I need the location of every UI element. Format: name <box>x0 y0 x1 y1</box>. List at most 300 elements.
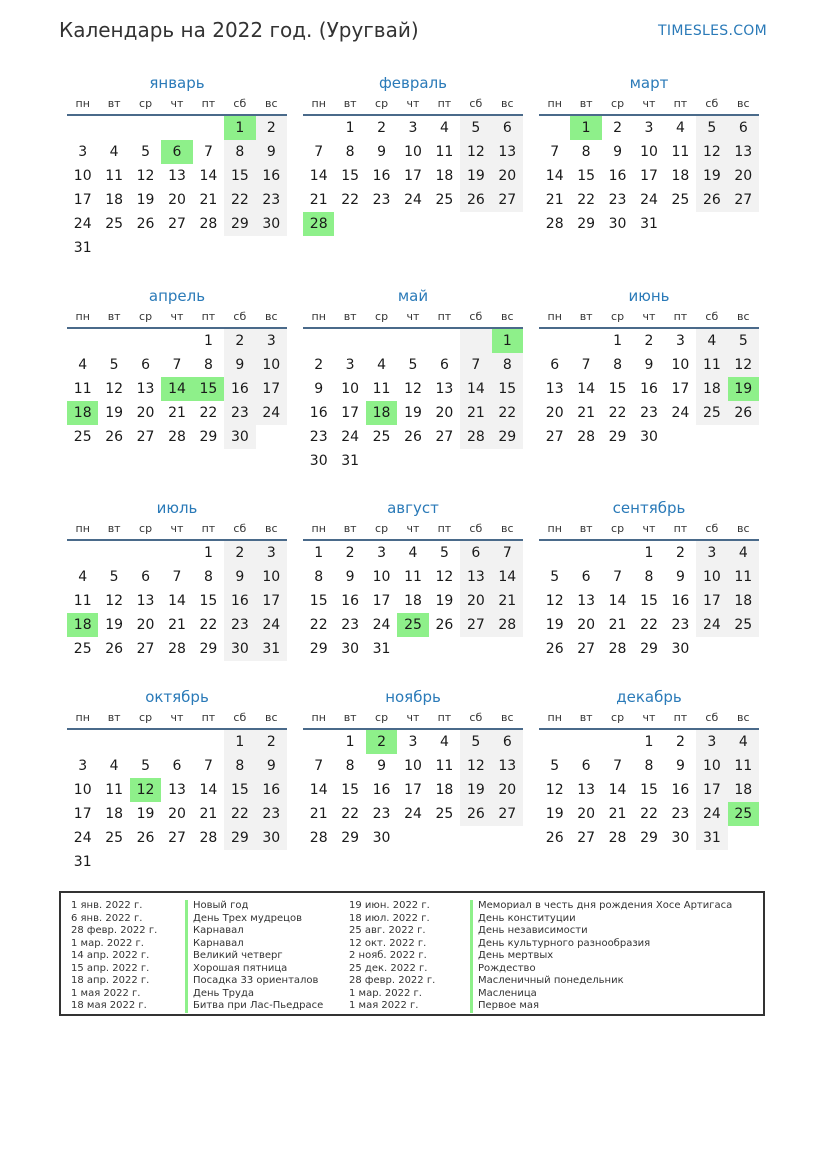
day-cell: 22 <box>199 617 218 633</box>
weekday-header <box>303 708 523 730</box>
month-name: декабрь <box>616 688 682 706</box>
month-block <box>303 285 523 473</box>
day-cell: 27 <box>435 429 454 445</box>
day-cell: 7 <box>314 144 324 160</box>
day-cell: 5 <box>439 545 449 561</box>
day-cell: 15 <box>224 778 255 802</box>
weekday-label: вс <box>500 522 514 535</box>
weekday-label: чт <box>642 711 656 724</box>
day-cell: 3 <box>256 329 287 353</box>
empty-cell <box>98 329 129 353</box>
day-cell: 19 <box>460 778 491 802</box>
day-cell: 18 <box>404 593 422 609</box>
legend-date: 1 мая 2022 г. <box>71 987 141 999</box>
weekday-label: вт <box>579 522 593 535</box>
legend-holiday-name: Новый год <box>185 900 323 913</box>
weekday-label: чт <box>642 522 656 535</box>
day-cell: 18 <box>696 377 727 401</box>
empty-cell <box>602 541 633 565</box>
day-cell: 19 <box>136 806 155 822</box>
day-grid <box>303 116 523 236</box>
day-cell: 3 <box>377 545 387 561</box>
day-cell: 22 <box>341 192 360 208</box>
month-block <box>303 686 523 850</box>
day-cell: 2 <box>613 120 623 136</box>
day-cell: 30 <box>640 429 658 445</box>
legend-holiday-name: День Трех мудрецов <box>185 913 323 926</box>
day-cell: 29 <box>608 429 627 445</box>
day-cell: 13 <box>577 593 596 609</box>
weekday-label: ср <box>139 97 153 110</box>
day-cell: 9 <box>345 569 355 585</box>
day-cell: 13 <box>492 140 523 164</box>
day-grid <box>303 541 523 661</box>
day-cell: 5 <box>550 758 560 774</box>
legend-dates-left <box>71 900 157 1013</box>
weekday-label: чт <box>406 711 420 724</box>
day-cell: 23 <box>372 806 391 822</box>
day-cell: 22 <box>341 806 360 822</box>
day-cell: 9 <box>644 357 654 373</box>
weekday-label: вс <box>736 310 750 323</box>
day-cell: 5 <box>550 569 560 585</box>
day-cell: 25 <box>105 216 124 232</box>
day-cell: 17 <box>404 782 422 798</box>
page-title: Календарь на 2022 год. (Уругвай) <box>59 18 419 42</box>
day-cell: 6 <box>141 357 151 373</box>
day-cell: 3 <box>78 144 88 160</box>
day-cell: 11 <box>435 758 454 774</box>
day-cell: 29 <box>224 826 255 850</box>
day-cell: 9 <box>256 140 287 164</box>
day-cell: 2 <box>314 357 324 373</box>
day-cell: 15 <box>341 782 360 798</box>
weekday-label: ср <box>375 522 389 535</box>
day-cell: 17 <box>256 589 287 613</box>
month-block <box>539 497 759 661</box>
weekday-label: ср <box>611 522 625 535</box>
legend-holiday-name: Великий четверг <box>185 950 323 963</box>
month-name: июнь <box>628 287 670 305</box>
weekday-label: чт <box>170 522 184 535</box>
day-cell: 21 <box>460 401 491 425</box>
legend-date: 1 мар. 2022 г. <box>71 937 144 949</box>
day-cell: 30 <box>671 830 690 846</box>
day-cell: 12 <box>105 593 124 609</box>
legend-holiday-name: Первое мая <box>470 1000 732 1013</box>
holiday-day: 1 <box>224 116 255 140</box>
day-cell: 1 <box>345 120 355 136</box>
day-cell: 21 <box>545 192 564 208</box>
day-cell: 20 <box>136 617 155 633</box>
day-cell: 31 <box>341 453 360 469</box>
day-cell: 13 <box>460 565 491 589</box>
day-cell: 4 <box>439 734 449 750</box>
day-cell: 6 <box>460 541 491 565</box>
day-cell: 2 <box>675 545 685 561</box>
day-cell: 1 <box>203 333 213 349</box>
legend-date: 28 февр. 2022 г. <box>349 975 436 986</box>
day-cell: 28 <box>199 216 218 232</box>
day-cell: 13 <box>136 381 155 397</box>
day-cell: 17 <box>404 168 422 184</box>
day-grid <box>539 730 759 850</box>
day-cell: 10 <box>404 758 422 774</box>
day-cell: 31 <box>256 637 287 661</box>
empty-cell <box>303 116 334 140</box>
day-cell: 5 <box>408 357 418 373</box>
weekday-label: вт <box>107 711 121 724</box>
day-cell: 16 <box>671 782 690 798</box>
day-cell: 7 <box>581 357 591 373</box>
day-cell: 17 <box>696 589 727 613</box>
day-cell: 18 <box>105 192 124 208</box>
day-cell: 12 <box>696 140 727 164</box>
day-cell: 3 <box>696 541 727 565</box>
weekday-label: вт <box>343 522 357 535</box>
day-cell: 12 <box>460 754 491 778</box>
day-cell: 2 <box>224 329 255 353</box>
day-cell: 25 <box>728 613 759 637</box>
weekday-header <box>303 519 523 541</box>
day-cell: 29 <box>199 429 218 445</box>
day-cell: 18 <box>728 589 759 613</box>
legend-holiday-name: Битва при Лас-Пьедрасе <box>185 1000 323 1013</box>
day-cell: 25 <box>73 429 92 445</box>
day-cell: 10 <box>696 565 727 589</box>
day-cell: 10 <box>256 565 287 589</box>
legend-date: 1 мая 2022 г. <box>349 1000 419 1011</box>
day-cell: 9 <box>256 754 287 778</box>
day-cell: 18 <box>728 778 759 802</box>
day-cell: 6 <box>581 569 591 585</box>
weekday-label: чт <box>642 97 656 110</box>
weekday-label: пт <box>437 310 452 323</box>
day-cell: 11 <box>696 353 727 377</box>
weekday-label: пт <box>201 711 216 724</box>
day-cell: 21 <box>608 806 627 822</box>
day-cell: 5 <box>141 758 151 774</box>
day-cell: 15 <box>577 168 596 184</box>
weekday-label: сб <box>705 522 719 535</box>
day-cell: 4 <box>728 541 759 565</box>
day-cell: 1 <box>613 333 623 349</box>
weekday-label: вт <box>343 711 357 724</box>
weekday-label: сб <box>705 310 719 323</box>
day-cell: 10 <box>640 144 658 160</box>
legend-holiday-name: День мертвых <box>470 950 732 963</box>
day-cell: 8 <box>224 140 255 164</box>
day-grid <box>303 730 523 850</box>
day-cell: 22 <box>492 401 523 425</box>
day-cell: 19 <box>136 192 155 208</box>
day-cell: 13 <box>492 754 523 778</box>
day-cell: 16 <box>640 381 658 397</box>
day-cell: 26 <box>545 641 564 657</box>
day-cell: 6 <box>492 730 523 754</box>
weekday-label: пн <box>75 310 90 323</box>
weekday-label: пт <box>673 310 688 323</box>
day-cell: 12 <box>460 140 491 164</box>
day-cell: 15 <box>224 164 255 188</box>
day-grid <box>539 329 759 449</box>
day-cell: 19 <box>696 164 727 188</box>
day-cell: 4 <box>377 357 387 373</box>
day-cell: 14 <box>199 782 218 798</box>
month-block <box>67 497 287 661</box>
day-cell: 8 <box>644 758 654 774</box>
weekday-label: пт <box>437 711 452 724</box>
day-cell: 24 <box>341 429 360 445</box>
legend-holiday-name: Масленица <box>470 988 732 1001</box>
month-name: февраль <box>378 74 448 92</box>
day-cell: 20 <box>460 589 491 613</box>
day-cell: 23 <box>372 192 391 208</box>
day-cell: 7 <box>314 758 324 774</box>
weekday-header <box>539 94 759 116</box>
day-cell: 30 <box>224 425 255 449</box>
weekday-label: чт <box>406 522 420 535</box>
month-name: ноябрь <box>385 688 441 706</box>
day-cell: 29 <box>640 641 658 657</box>
month-name: март <box>629 74 669 92</box>
day-cell: 10 <box>73 168 92 184</box>
weekday-header <box>303 307 523 329</box>
weekday-label: пн <box>547 97 562 110</box>
empty-cell <box>130 730 161 754</box>
day-cell: 1 <box>644 545 654 561</box>
day-cell: 5 <box>109 569 119 585</box>
day-cell: 9 <box>675 569 685 585</box>
day-cell: 22 <box>608 405 627 421</box>
day-cell: 6 <box>581 758 591 774</box>
day-cell: 18 <box>435 782 454 798</box>
day-cell: 27 <box>577 830 596 846</box>
weekday-label: пн <box>75 97 90 110</box>
weekday-header <box>67 307 287 329</box>
day-cell: 2 <box>345 545 355 561</box>
empty-cell <box>161 329 192 353</box>
empty-cell <box>303 329 334 353</box>
day-cell: 24 <box>256 613 287 637</box>
empty-cell <box>67 730 98 754</box>
weekday-label: чт <box>170 310 184 323</box>
day-cell: 7 <box>460 353 491 377</box>
weekday-label: пт <box>201 522 216 535</box>
weekday-label: пн <box>311 310 326 323</box>
day-cell: 11 <box>73 593 92 609</box>
empty-cell <box>303 730 334 754</box>
month-name: январь <box>149 74 205 92</box>
day-cell: 8 <box>203 569 213 585</box>
day-cell: 4 <box>78 357 88 373</box>
day-cell: 30 <box>224 637 255 661</box>
weekday-label: чт <box>170 97 184 110</box>
day-cell: 1 <box>224 730 255 754</box>
day-cell: 28 <box>168 429 186 445</box>
weekday-label: сб <box>233 97 247 110</box>
day-cell: 29 <box>640 830 658 846</box>
day-cell: 27 <box>168 216 186 232</box>
month-block <box>67 72 287 260</box>
day-cell: 17 <box>640 168 658 184</box>
day-cell: 20 <box>577 806 596 822</box>
day-cell: 4 <box>728 730 759 754</box>
day-cell: 20 <box>168 192 186 208</box>
month-block <box>539 686 759 850</box>
day-cell: 2 <box>256 730 287 754</box>
day-cell: 19 <box>105 405 124 421</box>
empty-cell <box>570 730 601 754</box>
day-cell: 23 <box>224 401 255 425</box>
day-cell: 18 <box>671 168 690 184</box>
day-cell: 7 <box>203 144 213 160</box>
legend-holiday-name: Посадка 33 ориенталов <box>185 975 323 988</box>
weekday-label: сб <box>705 97 719 110</box>
day-cell: 25 <box>696 401 727 425</box>
day-cell: 15 <box>492 377 523 401</box>
day-cell: 8 <box>203 357 213 373</box>
day-cell: 20 <box>136 405 155 421</box>
day-cell: 3 <box>644 120 654 136</box>
empty-cell <box>130 329 161 353</box>
day-cell: 3 <box>408 120 418 136</box>
month-name: октябрь <box>145 688 209 706</box>
empty-cell <box>334 329 365 353</box>
day-grid <box>539 116 759 236</box>
day-cell: 14 <box>545 168 564 184</box>
day-cell: 6 <box>550 357 560 373</box>
day-cell: 20 <box>728 164 759 188</box>
weekday-label: пт <box>437 522 452 535</box>
weekday-label: вс <box>736 97 750 110</box>
day-cell: 16 <box>224 377 255 401</box>
day-cell: 21 <box>492 589 523 613</box>
holiday-day: 25 <box>397 613 428 637</box>
weekday-header <box>539 307 759 329</box>
weekday-label: вс <box>500 711 514 724</box>
empty-cell <box>539 329 570 353</box>
empty-cell <box>67 541 98 565</box>
weekday-label: чт <box>170 711 184 724</box>
holiday-day: 19 <box>728 377 759 401</box>
legend-holiday-name: День Труда <box>185 988 323 1001</box>
day-cell: 29 <box>577 216 596 232</box>
day-cell: 3 <box>696 730 727 754</box>
legend-date: 19 июн. 2022 г. <box>349 900 430 911</box>
day-cell: 17 <box>372 593 391 609</box>
empty-cell <box>130 541 161 565</box>
day-cell: 3 <box>408 734 418 750</box>
month-name: сентябрь <box>612 499 686 517</box>
day-cell: 22 <box>640 617 658 633</box>
day-cell: 13 <box>577 782 596 798</box>
day-cell: 4 <box>439 120 449 136</box>
day-cell: 19 <box>435 593 454 609</box>
legend-date: 1 мар. 2022 г. <box>349 987 422 999</box>
legend-holiday-name: Рождество <box>470 963 732 976</box>
day-cell: 27 <box>577 641 596 657</box>
legend-date: 2 нояб. 2022 г. <box>349 950 427 961</box>
weekday-label: вс <box>736 711 750 724</box>
day-cell: 30 <box>341 641 360 657</box>
day-cell: 23 <box>224 613 255 637</box>
day-cell: 20 <box>492 164 523 188</box>
day-cell: 10 <box>671 357 690 373</box>
day-cell: 2 <box>644 333 654 349</box>
day-cell: 24 <box>696 802 727 826</box>
day-cell: 25 <box>435 192 454 208</box>
day-cell: 7 <box>550 144 560 160</box>
day-cell: 23 <box>309 429 328 445</box>
empty-cell <box>161 730 192 754</box>
day-cell: 26 <box>435 617 454 633</box>
month-name: июль <box>156 499 198 517</box>
day-cell: 27 <box>545 429 564 445</box>
holiday-day: 28 <box>303 212 334 236</box>
weekday-label: вт <box>343 97 357 110</box>
month-block <box>303 72 523 236</box>
day-cell: 8 <box>644 569 654 585</box>
weekday-label: вт <box>343 310 357 323</box>
day-cell: 24 <box>73 216 92 232</box>
day-grid <box>67 730 287 874</box>
empty-cell <box>193 730 224 754</box>
day-cell: 15 <box>608 381 627 397</box>
day-cell: 14 <box>608 782 627 798</box>
weekday-label: вс <box>500 97 514 110</box>
day-cell: 27 <box>136 641 155 657</box>
day-cell: 13 <box>545 381 564 397</box>
day-cell: 3 <box>675 333 685 349</box>
day-cell: 13 <box>435 381 454 397</box>
weekday-label: пт <box>673 522 688 535</box>
day-cell: 26 <box>136 830 155 846</box>
day-cell: 6 <box>141 569 151 585</box>
empty-cell <box>193 116 224 140</box>
day-cell: 29 <box>199 641 218 657</box>
day-cell: 30 <box>256 212 287 236</box>
empty-cell <box>67 116 98 140</box>
weekday-label: пт <box>201 310 216 323</box>
day-cell: 25 <box>105 830 124 846</box>
day-cell: 8 <box>492 353 523 377</box>
day-cell: 8 <box>581 144 591 160</box>
legend-holiday-name: Масленичный понедельник <box>470 975 732 988</box>
day-cell: 28 <box>545 216 564 232</box>
site-link[interactable]: TIMESLES.COM <box>658 23 767 39</box>
month-block <box>539 72 759 236</box>
weekday-label: вс <box>264 711 278 724</box>
day-cell: 26 <box>404 429 422 445</box>
day-cell: 1 <box>345 734 355 750</box>
day-cell: 16 <box>341 593 360 609</box>
day-cell: 12 <box>105 381 124 397</box>
weekday-label: сб <box>233 310 247 323</box>
day-cell: 16 <box>256 778 287 802</box>
day-grid <box>67 541 287 661</box>
weekday-label: пн <box>311 522 326 535</box>
legend-date: 25 дек. 2022 г. <box>349 962 428 974</box>
weekday-label: пн <box>547 522 562 535</box>
day-cell: 24 <box>256 401 287 425</box>
day-cell: 2 <box>675 734 685 750</box>
weekday-header <box>67 708 287 730</box>
day-cell: 26 <box>460 802 491 826</box>
weekday-label: вс <box>736 522 750 535</box>
day-cell: 7 <box>172 357 182 373</box>
day-cell: 9 <box>613 144 623 160</box>
